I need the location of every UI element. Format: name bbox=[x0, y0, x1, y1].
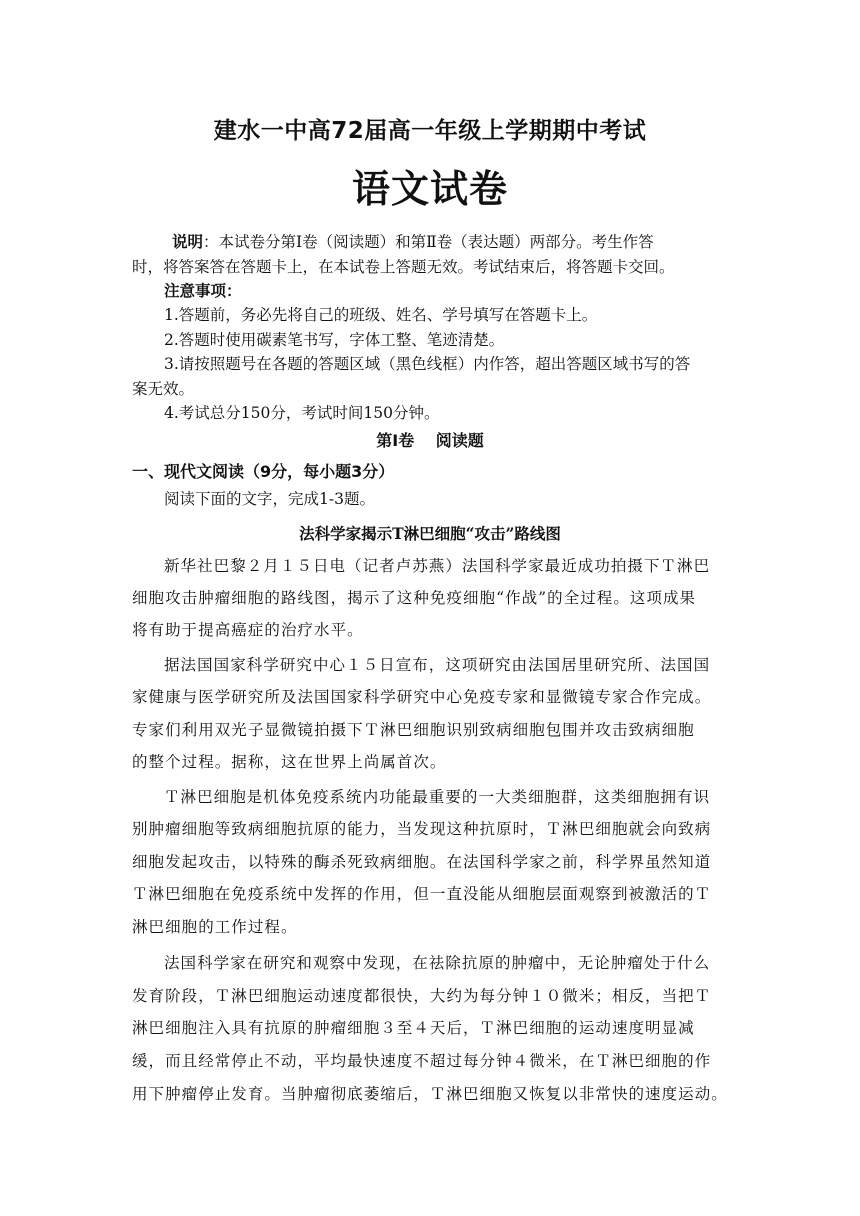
instructions-label: 说明 bbox=[172, 232, 204, 251]
article-line: 据法国国家科学研究中心１５日宣布，这项研究由法国居里研究所、法国国 bbox=[164, 656, 711, 674]
notes-label: 注意事项： bbox=[164, 281, 242, 300]
article-line: 淋巴细胞注入具有抗原的肿瘤细胞３至４天后，Ｔ淋巴细胞的运动速度明显减 bbox=[132, 1019, 695, 1037]
instructions-line-2: 时，将答案答在答题卡上，在本试卷上答题无效。考试结束后，将答题卡交回。 bbox=[132, 258, 675, 276]
section-heading: 一、现代文阅读（9分，每小题3分） bbox=[132, 462, 395, 481]
note-item: 4.考试总分150分，考试时间150分钟。 bbox=[164, 404, 440, 422]
article-line: 细胞攻击肿瘤细胞的路线图，揭示了这种免疫细胞“作战”的全过程。这项成果 bbox=[132, 589, 697, 607]
article-line: 专家们利用双光子显微镜拍摄下Ｔ淋巴细胞识别致病细胞包围并攻击致病细胞 bbox=[132, 721, 695, 739]
article-line: 的整个过程。据称，这在世界上尚属首次。 bbox=[132, 753, 447, 771]
note-item: 2.答题时使用碳素笔书写，字体工整、笔迹清楚。 bbox=[164, 331, 505, 349]
note-item: 1.答题前，务必先将自己的班级、姓名、学号填写在答题卡上。 bbox=[164, 306, 598, 324]
note-item: 案无效。 bbox=[132, 380, 195, 398]
article-title: 法科学家揭示T淋巴细胞“攻击”路线图 bbox=[299, 524, 561, 543]
article-line: 别肿瘤细胞等致病细胞抗原的能力，当发现这种抗原时，Ｔ淋巴细胞就会向致病 bbox=[132, 820, 712, 838]
note-item: 3.请按照题号在各题的答题区域（黑色线框）内作答，超出答题区域书写的答 bbox=[164, 355, 691, 373]
article-line: Ｔ淋巴细胞在免疫系统中发挥的作用，但一直没能从细胞层面观察到被激活的Ｔ bbox=[132, 885, 712, 903]
instructions-text-1: ：本试卷分第Ⅰ卷（阅读题）和第Ⅱ卷（表达题）两部分。考生作答 bbox=[203, 233, 654, 251]
reading-prompt: 阅读下面的文字，完成1-3题。 bbox=[164, 490, 375, 508]
article-line: 发育阶段，Ｔ淋巴细胞运动速度都很快，大约为每分钟１０微米；相反，当把Ｔ bbox=[132, 987, 712, 1005]
article-line: 淋巴细胞的工作过程。 bbox=[132, 918, 298, 936]
article-line: 法国科学家在研究和观察中发现，在祛除抗原的肿瘤中，无论肿瘤处于什么 bbox=[164, 954, 711, 972]
article-line: 家健康与医学研究所及法国国家科学研究中心免疫专家和显微镜专家合作完成。 bbox=[132, 688, 712, 706]
exam-subtitle: 语文试卷 bbox=[351, 167, 508, 211]
article-line: Ｔ淋巴细胞是机体免疫系统内功能最重要的一大类细胞群，这类细胞拥有识 bbox=[164, 788, 711, 806]
article-line: 用下肿瘤停止发育。当肿瘤彻底萎缩后，Ｔ淋巴细胞又恢复以非常快的速度运动。 bbox=[132, 1085, 728, 1103]
article-line: 缓，而且经常停止不动，平均最快速度不超过每分钟４微米，在Ｔ淋巴细胞的作 bbox=[132, 1052, 712, 1070]
exam-title: 建水一中高72届高一年级上学期期中考试 bbox=[213, 118, 647, 144]
instructions-line-1 bbox=[172, 232, 654, 252]
article-line: 细胞发起攻击，以特殊的酶杀死致病细胞。在法国科学家之前，科学界虽然知道 bbox=[132, 853, 712, 871]
article-line: 将有助于提高癌症的治疗水平。 bbox=[132, 621, 364, 639]
volume-heading: 第Ⅰ卷 阅读题 bbox=[376, 431, 484, 450]
article-line: 新华社巴黎２月１５日电（记者卢苏燕）法国科学家最近成功拍摄下Ｔ淋巴 bbox=[164, 557, 711, 575]
